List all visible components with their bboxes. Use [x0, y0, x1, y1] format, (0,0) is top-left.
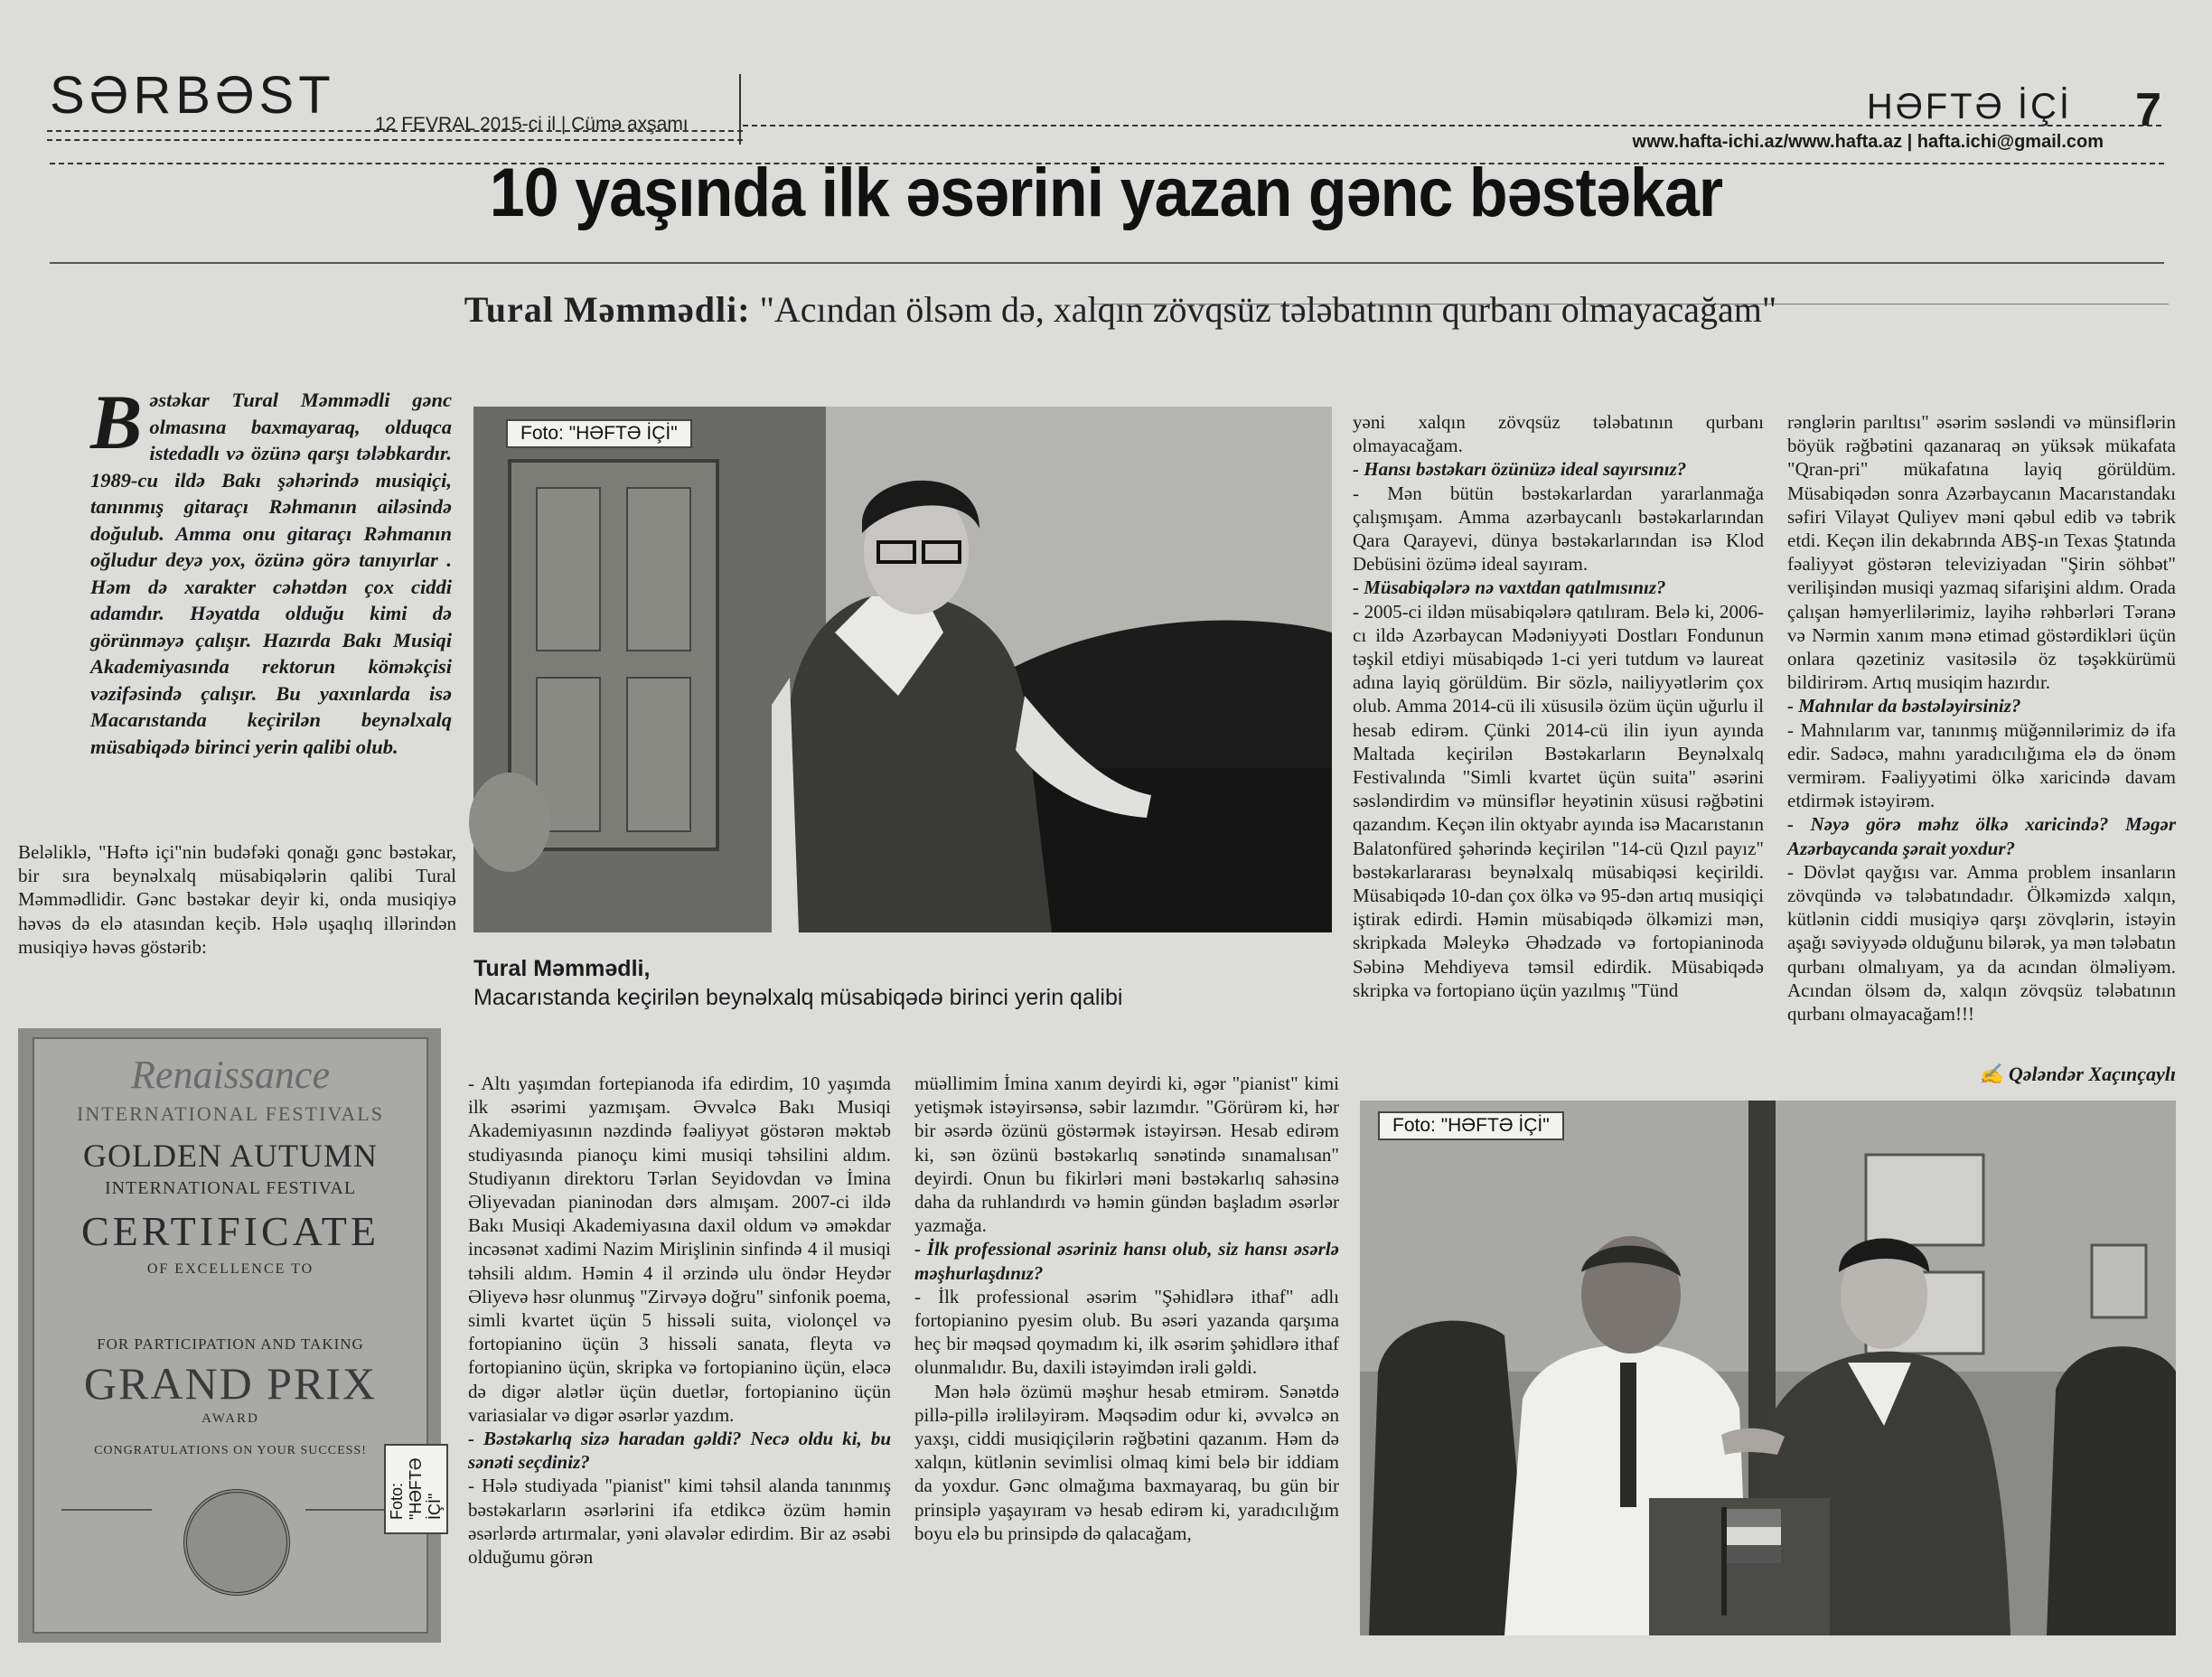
- photo-caption-desc: Macarıstanda keçirilən beynəlxalq müsabiqədə birinci yerin qalibi: [473, 985, 1123, 1010]
- section-title: HƏFTƏ İÇİ: [1866, 87, 2072, 126]
- cert-festivals: INTERNATIONAL FESTIVALS: [77, 1102, 384, 1125]
- cert-title-script: Renaissance: [131, 1053, 330, 1097]
- certificate-document: [33, 1037, 428, 1634]
- cert-award: AWARD: [202, 1411, 259, 1426]
- contacts: www.hafta-ichi.az/www.hafta.az | hafta.ichi@gmail.com: [1632, 132, 2104, 152]
- article-column-4: [1353, 410, 1764, 1002]
- headline: 10 yaşında ilk əsərini yazan gənc bəstəkar: [489, 155, 1723, 231]
- subheadline: [452, 289, 1789, 331]
- author-name: Qələndər Xaçınçaylı: [2008, 1063, 2176, 1085]
- subheadline-name: Tural Məmmədli:: [464, 289, 751, 330]
- subheadline-quote: "Acından ölsəm də, xalqın zövqsüz tələbatının qurbanı olmayacağam": [759, 289, 1777, 330]
- certificate-photo-credit: Foto: "HƏFTƏ İÇİ": [384, 1444, 448, 1534]
- cert-intl-festival: INTERNATIONAL FESTIVAL: [104, 1178, 357, 1198]
- col4-para: yəni xalqın zövqsüz tələbatının qurbanı olmayacağam.: [1353, 411, 1764, 457]
- headline-rule: [50, 262, 2164, 264]
- col2-para: - Altı yaşımdan fortepianoda ifa edirdim, 10 yaşımda ilk əsərimi yazmışam. Əvvəlcə Bakı Musiqi Akademiyasının nəzdində fəaliyyət göstərən məktəb studiyasında pianoçu kimi musiqi təhsilini aldım. Studiyanın direktoru Tərlan Seyidovdan və İmina Əliyevadan pianinodan dərs almışam. 2007-ci ildə Bakı Musiqi Akademiyasına daxil oldum və əməkdar incəsənət xadimi Nazim Mirişlinin sinfində 4 il musiqi təhsili aldım. Həmin 4 il ərzində ulu öndər Heydər Əliyevə həsr olunmuş "Zirvəyə doğru" sinfonik poema, simli kvartet üçün 5 hissəli suita, violonçel və fortopianino üçün 3 hissəli sanata, fleyta və fortopianino üçün, skripka və fortopianino üçün, eləcə də digər alətlər üçün duetlər, fortopianino üçün variasialar və digər əsərlər yazdım.: [468, 1073, 891, 1426]
- col3-para: müəllimim İmina xanım deyirdi ki, əgər "pianist" kimi yetişmək istəyirsənsə, səbir lazımdır. "Görürəm ki, hər bir əsərdə özünü göstərmək istəyirsən. Hesab edirəm ki, sən özünü bəstəkarlıq sənətində sınamalısan" deyirdi. Onun bu fikirləri məni bəstəkarlıq sahəsinə daha da ruhlandırdı və həmin gündən başladım əsərlər yazmağa.: [914, 1073, 1339, 1237]
- col4-question: - Hansı bəstəkarı özünüzə ideal sayırsınız?: [1353, 458, 1687, 481]
- masthead-divider: [739, 74, 741, 145]
- header-rule-right: [743, 125, 2161, 126]
- cert-signature-line-2: [305, 1509, 396, 1511]
- drop-cap: B: [90, 379, 143, 465]
- masthead-brand: SƏRBƏST: [50, 66, 335, 125]
- article-column-2: [468, 1072, 891, 1569]
- lead-paragraph: [90, 379, 452, 760]
- lead-text: əstəkar Tural Məmmədli gənc olmasına baxmayaraq, olduqca istedadlı və özünə qarşı tələbkardır. 1989-cu ildə Bakı şəhərində musiqiçi, tanınmış gitaraçı Rəhmanın ailəsində doğulub. Amma onu gitaraçı Rəhmanın oğludur deyə yox, özünə görə tanıyırlar . Həm də xarakter cəhətdən çox ciddi adamdır. Həyatda olduğu kimi də görünməyə çalışır. Hazırda Bakı Musiqi Akademiyasında rektorun köməkçisi vəzifəsində çalışır. Bu yaxınlarda isə Macarıstanda keçirilən beynəlxalq müsabiqədə birinci yerin qalibi olub.: [90, 389, 452, 758]
- article-column-3: [914, 1072, 1339, 1545]
- col3-para: - İlk professional əsərim "Şəhidlərə ithaf" adlı fortopianino pyesim olub. Bu əsəri yazanda qarşıma heç bir məqsəd qoymadım ki, ilk əsərim şəhidlərə ithaf olunmalıdır. Bu, daxili istəyimdən irəli gəldi.: [914, 1285, 1339, 1379]
- col3-question: - İlk professional əsəriniz hansı olub, siz hansı əsərlə məşhurlaşdınız?: [914, 1238, 1339, 1284]
- author-byline: [1979, 1063, 2176, 1086]
- header-rule-left: [47, 130, 743, 132]
- col2-question: - Bəstəkarlıq sizə haradan gəldi? Necə oldu ki, bu sənəti seçdiniz?: [468, 1428, 891, 1474]
- cert-signature-line: [61, 1509, 152, 1511]
- cert-grand-prix: GRAND PRIX: [83, 1358, 378, 1409]
- certificate-photo: [18, 1028, 444, 1643]
- pianist-photo-credit: Foto: "HƏFTƏ İÇİ": [506, 419, 692, 448]
- cert-congrats: CONGRATULATIONS ON YOUR SUCCESS!: [94, 1444, 367, 1457]
- col5-question: - Mahnılar da bəstələyirsiniz?: [1787, 695, 2021, 717]
- intro-paragraph: Beləliklə, "Həftə içi"nin budəfəki qonağı gənc bəstəkar, bir sıra beynəlxalq müsabiqələrin qalibi Tural Məmmədlidir. Gənc bəstəkar deyir ki, onda musiqiyə həvəs də elə atasından keçib. Hələ uşaqlıq illərindən musiqiyə həvəs göstərib:: [18, 841, 456, 958]
- header-rule-left-2: [47, 139, 743, 141]
- cert-participation: FOR PARTICIPATION AND TAKING: [97, 1335, 364, 1353]
- cert-excellence: OF EXCELLENCE TO: [146, 1261, 314, 1277]
- article-column-5: [1787, 410, 2176, 1026]
- pen-icon: ✍: [1978, 1063, 2009, 1085]
- cert-certificate: CERTIFICATE: [80, 1208, 380, 1254]
- masthead-date: 12 FEVRAL 2015-ci il | Cümə axşamı: [375, 114, 689, 135]
- pianist-photo-art: [473, 407, 1332, 932]
- col4-question: - Müsabiqələrə nə vaxtdan qatılmısınız?: [1353, 576, 1666, 599]
- cert-golden-autumn: GOLDEN AUTUMN: [83, 1138, 378, 1174]
- col4-para: - 2005-ci ildən müsabiqələrə qatılıram. Belə ki, 2006-cı ildə Azərbaycan Mədəniyyəti Dostları Fondunun təşkil etdiyi müsabiqədə 1-ci yeri tutdum və laureat adına layiq görüldüm. Bir sözlə, nailiyyətlərim çox olub. Amma 2014-cü ili xüsusilə özüm üçün uğurlu il hesab edirəm. Çünki 2014-cü ilin iyun ayında Maltada keçirilən Bəstəkarların Beynəlxalq Festivalında "Simli kvartet üçün suita" əsərini səsləndirdim və münsiflər heyətinin xüsusi rəğbətini qazandım. Keçən ilin oktyabr ayında isə Macarıstanın Balatonfüred şəhərində keçirilən "14-cü Qızıl payız" bəstəkarlararası beynəlxalq müsabiqəsi keçirildi. Müsabiqədə 10-dan çox ölkə və 95-dən artıq musiqiçi iştirak edirdi. Həmin müsabiqədə ölkəmizi mən, skripkada Məleykə Əhədzadə və fortopianinoda Səbinə Mehdiyeva təmsil edirdik. Müsabiqədə skripka və fortopiano üçün yazılmış "Tünd: [1353, 600, 1764, 1001]
- page-number: 7: [2135, 84, 2161, 136]
- col5-para: - Mahnılarım var, tanınmış müğənnilərimiz də ifa edir. Sadəcə, mahnı yaradıcılığıma elə də önəm vermirəm. Fəaliyyətimi ölkə xaricində davam etdirmək istəyirəm.: [1787, 718, 2176, 812]
- col4-para: - Mən bütün bəstəkarlardan yararlanmağa çalışmışam. Amma azərbaycanlı bəstəkarlarından Qara Qarayevi, dünya bəstəkarlarından isə Klod Debüsini özümə ideal sayıram.: [1353, 482, 1764, 576]
- handshake-photo: [1360, 1101, 2176, 1635]
- col3-para: Mən hələ özümü məşhur hesab etmirəm. Sənətdə pillə-pillə irəliləyirəm. Məqsədim odur ki, əvvəlcə ən yaxşı, ciddi musiqiçilərin rəğbətini qazanım. Həm də xalqın, kütlənin sevimlisi olmaq kimi belə bir iddiam da yoxdur. Gənc olmağıma baxmayaraq, bu gün bir prinsiplə yaşayıram və hesab edirəm ki, yaradıcılığım boyu elə bu prinsipdə də qalacağam,: [914, 1380, 1339, 1544]
- col5-question: - Nəyə görə məhz ölkə xaricində? Məgər Azərbaycanda şərait yoxdur?: [1787, 813, 2176, 859]
- col5-para: - Dövlət qayğısı var. Amma problem insanların zövqündə və tələbatındadır. Ölkəmizdə xalqın, kütlənin ciddi musiqiyə qarşı zövqlərin, istəyin aşağı səviyyədə olduğunu bilərək, ya mən tələbatın qurbanı olmalıyam, ya da acından ölməliyəm. Acından ölsəm də, xalqın zövqsüz tələbatının qurbanı olmayacağam!!!: [1787, 860, 2176, 1026]
- col5-para: rənglərin parıltısı" əsərim səsləndi və münsiflərin böyük rəğbətini qazanaraq ən yüksək mükafata "Qran-pri" mükafatına layiq görüldüm. Müsabiqədən sonra Azərbaycanın Macarıstandakı səfiri Vilayət Quliyev məni qəbul edib və təbrik etdi. Keçən ilin dekabrında ABŞ-ın Texas Ştatında fəaliyyət göstərən televiziyadan "Şirin söhbət" verilişindən musiqi yazmaq sifarişini aldım. Orada çalışan həmyerlilərimiz, layihə rəhbərləri Təranə və Nərmin xanım mənə etimad göstərdikləri üçün onlara qəzetiniz vasitəsilə öz təşəkkürümü bildirirəm. Artıq musiqim hazırdır.: [1787, 411, 2176, 694]
- cert-seal-icon: [183, 1489, 290, 1596]
- handshake-photo-art: [1360, 1101, 2176, 1635]
- photo-caption-name: Tural Məmmədli,: [473, 956, 651, 981]
- pianist-photo: [473, 407, 1332, 932]
- col2-para: - Hələ studiyada "pianist" kimi təhsil alanda tanınmış bəstəkarların əsərlərini ifa etdikcə özüm həmin əsərlərdə artırmalar, yəni əlavələr edirdim. Bir az əsəbi olduğumu görən: [468, 1475, 891, 1569]
- handshake-photo-credit: Foto: "HƏFTƏ İÇİ": [1378, 1111, 1564, 1140]
